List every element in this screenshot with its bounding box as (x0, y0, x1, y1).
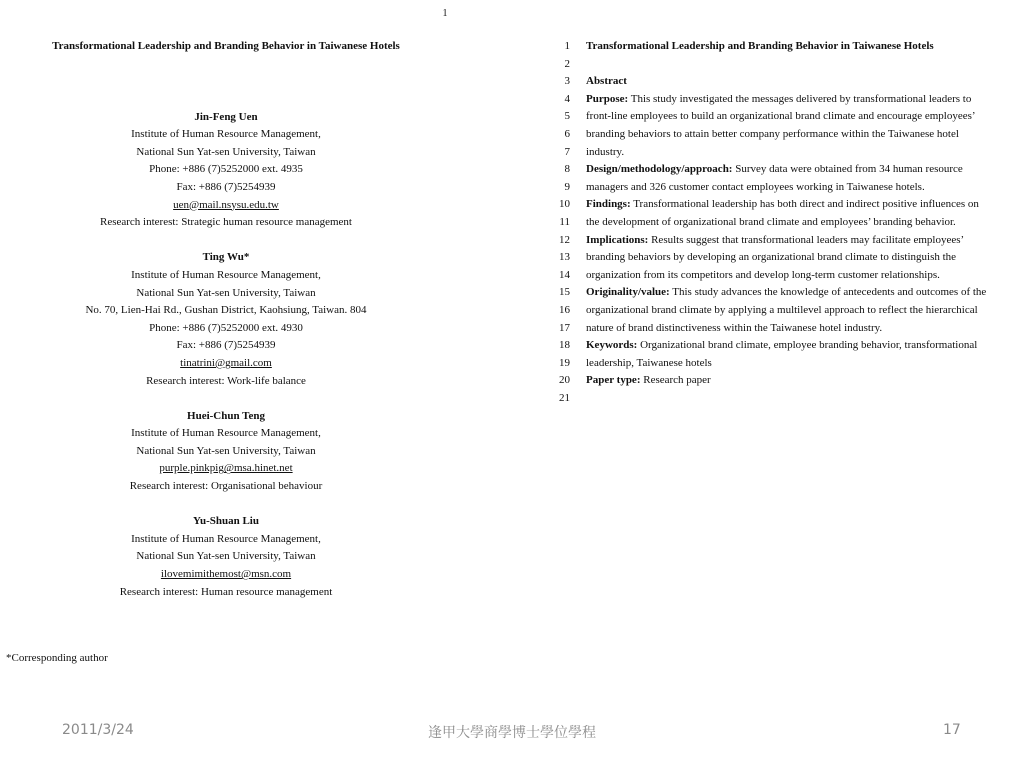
numbered-line (540, 302, 1020, 320)
line-text: This study advances the knowledge of antecedents and outcomes of the (669, 286, 987, 299)
line-number: 10 (559, 198, 570, 211)
author-affiliation: Institute of Human Resource Management, (131, 268, 321, 281)
author-block (0, 513, 452, 601)
line-heading: Transformational Leadership and Branding Behavior in Taiwanese Hotels (586, 40, 934, 52)
line-text: nature of brand distinctiveness within the Taiwanese hotel industry. (586, 321, 883, 334)
author-email-link[interactable]: purple.pinkpig@msa.hinet.net (159, 462, 293, 475)
numbered-line (540, 337, 1020, 355)
line-number: 18 (559, 339, 570, 352)
line-number: 14 (559, 268, 570, 281)
numbered-line (540, 390, 1020, 408)
author-name: Yu-Shuan Liu (193, 515, 259, 528)
author-phone: Phone: +886 (7)5252000 ext. 4935 (149, 163, 303, 176)
numbered-line (540, 91, 1020, 109)
author-name: Huei-Chun Teng (187, 409, 265, 422)
line-heading: Implications: (586, 233, 649, 246)
line-heading: Originality/value: (586, 286, 670, 299)
line-heading: Keywords: (586, 339, 638, 352)
author-affiliation: Institute of Human Resource Management, (131, 532, 321, 545)
paper-title: Transformational Leadership and Branding Behavior in Taiwanese Hotels (52, 40, 400, 52)
line-heading: Purpose: (586, 92, 629, 105)
numbered-line (540, 284, 1020, 302)
author-name: Ting Wu* (202, 251, 250, 264)
line-text: organization from its competitors and develop long-term customer relationships. (586, 268, 940, 281)
line-number: 7 (564, 145, 570, 158)
line-text: branding behaviors by developing an organizational brand climate to distinguish the (586, 251, 957, 264)
author-affiliation: National Sun Yat-sen University, Taiwan (136, 286, 316, 299)
corresponding-author-note: *Corresponding author (6, 652, 108, 664)
author-affiliation: Institute of Human Resource Management, (131, 427, 321, 440)
author-address: No. 70, Lien-Hai Rd., Gushan District, Kaohsiung, Taiwan. 804 (85, 304, 367, 317)
footer-slide-number: 17 (943, 722, 961, 738)
line-number: 15 (559, 286, 570, 299)
line-text: Organizational brand climate, employee branding behavior, transformational (637, 339, 978, 352)
line-text: Survey data were obtained from 34 human resource (732, 163, 963, 176)
numbered-line (540, 232, 1020, 250)
line-number: 4 (564, 92, 570, 105)
author-name: Jin-Feng Uen (194, 110, 258, 123)
author-affiliation: National Sun Yat-sen University, Taiwan (136, 550, 316, 563)
author-research-interest: Research interest: Work-life balance (146, 374, 306, 387)
numbered-line (540, 196, 1020, 214)
line-text: Transformational leadership has both direct and indirect positive influences on (630, 198, 979, 211)
author-phone: Phone: +886 (7)5252000 ext. 4930 (149, 321, 303, 334)
author-email-link[interactable]: ilovemimithemost@msn.com (160, 568, 292, 581)
author-list (0, 109, 452, 602)
author-affiliation: Institute of Human Resource Management, (131, 128, 321, 141)
author-research-interest: Research interest: Organisational behaviour (129, 480, 323, 493)
page-number: 1 (442, 8, 448, 19)
line-number: 9 (564, 180, 570, 193)
line-text: organizational brand climate by applying a multilevel approach to reflect the hierarchical (586, 303, 978, 316)
line-number: 6 (564, 127, 570, 140)
line-text: leadership, Taiwanese hotels (586, 356, 712, 369)
author-fax: Fax: +886 (7)5254939 (176, 180, 276, 193)
line-number: 2 (564, 57, 570, 70)
line-heading: Design/methodology/approach: (586, 163, 733, 176)
line-number: 16 (559, 303, 570, 316)
line-number: 17 (559, 321, 570, 334)
numbered-line (540, 214, 1020, 232)
numbered-line (540, 267, 1020, 285)
author-fax: Fax: +886 (7)5254939 (176, 339, 276, 352)
line-number: 12 (559, 233, 570, 246)
abstract-column (540, 38, 1020, 407)
line-number: 11 (559, 215, 570, 228)
numbered-line (540, 179, 1020, 197)
footer-program-name: 逢甲大學商學博士學位學程 (428, 725, 596, 741)
author-block (0, 249, 452, 390)
author-research-interest: Research interest: Strategic human resource management (100, 216, 352, 229)
line-number: 21 (559, 391, 570, 404)
line-text: industry. (586, 145, 625, 158)
footer-date: 2011/3/24 (62, 722, 134, 738)
line-heading: Abstract (586, 75, 627, 88)
line-number: 8 (564, 163, 570, 176)
numbered-line (540, 161, 1020, 179)
author-info-column (0, 38, 452, 619)
author-email-link[interactable]: uen@mail.nsysu.edu.tw (173, 198, 279, 211)
line-number: 19 (559, 356, 570, 369)
numbered-line (540, 56, 1020, 74)
numbered-line (540, 126, 1020, 144)
line-text: Results suggest that transformational leaders may facilitate employees’ (648, 233, 965, 246)
numbered-line (540, 249, 1020, 267)
line-number: 1 (564, 40, 570, 52)
numbered-line (540, 38, 1020, 56)
line-text: This study investigated the messages delivered by transformational leaders to (628, 92, 972, 105)
line-text: managers and 326 customer contact employees working in Taiwanese hotels. (586, 180, 925, 193)
author-email-link[interactable]: tinatrini@gmail.com (180, 356, 272, 369)
line-text: front-line employees to build an organizational brand climate and encourage employees’ (586, 110, 976, 123)
numbered-line (540, 372, 1020, 390)
author-block (0, 408, 452, 496)
numbered-line (540, 73, 1020, 91)
line-text: the development of organizational brand climate and employees’ branding behavior. (586, 215, 956, 228)
line-heading: Findings: (586, 198, 631, 211)
line-number: 20 (559, 374, 570, 387)
line-number: 5 (564, 110, 570, 123)
line-number: 3 (564, 75, 570, 88)
line-number: 13 (559, 251, 570, 264)
numbered-line (540, 355, 1020, 373)
line-text: Research paper (640, 374, 711, 387)
author-affiliation: National Sun Yat-sen University, Taiwan (136, 444, 316, 457)
author-research-interest: Research interest: Human resource management (119, 585, 333, 598)
numbered-line (540, 108, 1020, 126)
numbered-line (540, 144, 1020, 162)
numbered-line (540, 320, 1020, 338)
line-heading: Paper type: (586, 374, 641, 387)
author-affiliation: National Sun Yat-sen University, Taiwan (136, 145, 316, 158)
line-text: branding behaviors to attain better company performance within the Taiwanese hotel (586, 127, 959, 140)
author-block (0, 109, 452, 232)
